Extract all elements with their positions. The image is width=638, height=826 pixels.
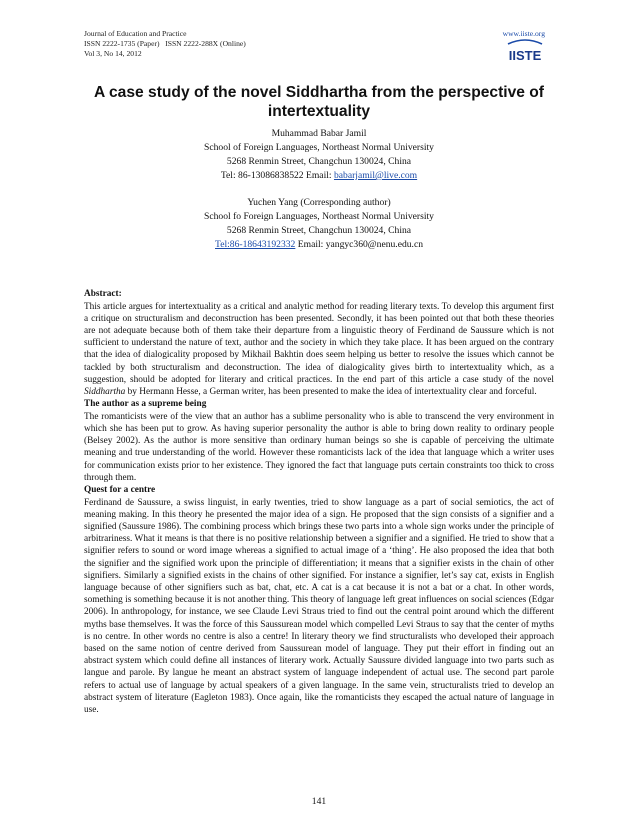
author2-name: Yuchen Yang (Corresponding author) <box>247 197 391 208</box>
logo-text: IISTE <box>508 48 542 63</box>
abstract-text-b: by Hermann Hesse, a German writer, has been presented to make the idea of intertextuality clear and forceful. <box>125 387 537 398</box>
section2-text: Ferdinand de Saussure, a swiss linguist, in early twenties, tried to show language as a part of social semiotics, the act of meaning making. In this theory he presented the major idea of a sign. He proposed that the sign consists of a signifier and a signified (Saussure 1986). The combining process which brings these two parts into a whole sign works under the principle of arbitrariness. What it means is that there is no positive relationship between a signifier and a signified. He tried to show that a signifier refers to sound or word image whereas a signified to actual image of a ‘thing’. He also proposed the idea that both the signifier and the signified work upon the principle of differentiation; it means that a signifier exists in the chain of other signifiers. Similarly a signified exists in the chains of other signified. For instance a signifier, let’s say cat, exists in English language because of other signifiers such as bat, chat, etc. A cat is a cat because it is not a bat or a chat. In other words, something is something because it is not another thing. This theory of language left great influences on social sciences (Edgar 2006). In anthropology, for instance, we see Claude Levi Straus tried to find out the central point around which the different myths base themselves. It was the force of this Saussurean model which compelled Levi Straus to say that the center of myths is no centre. In other words no centre is also a centre! In literary theory we find structuralists who developed their approach based on the same notion of centre derived from Saussurean model of language. They put their effort in finding out an abstract system which could define all instances of literary work. Actually Saussure divided language into two parts such as langue and parole. By langue he meant an abstract system of language independent of actual use. The second part parole refers to actual use of language by actual speakers of a given language. In the same vein, structuralists tried to develop an abstract system of literature (Eagleton 1983). Once again, like the romanticists they escaped the actual nature of language in use. <box>84 497 554 716</box>
journal-issn: ISSN 2222-1735 (Paper) ISSN 2222-288X (Online) <box>84 39 246 48</box>
section1-heading: The author as a supreme being <box>84 399 207 410</box>
abstract-text-a: This article argues for intertextuality as a critical and analytic method for reading literary texts. To develop this argument first a critique on structuralism and deconstruction has been presented. Secondly, it has been pointed out that both these theories are not adequate because both of them take their departure from a linguistic theory of Ferdinand de Saussure which is not sufficient to understand the nature of text, author and the society in which they take place. It has been argued on the contrary that the idea of dialogicality proposed by Mikhail Bakhtin does seem helping us better to resolve the issues which cannot be tackled by both structuralism and deconstruction. The idea of dialogicality gives birth to intertextuality which, as a suggestion, should be adopted for literary and critical practices. In the end part of this article a case study of the novel <box>84 301 554 385</box>
author1-affiliation: School of Foreign Languages, Northeast Normal University <box>204 142 434 153</box>
author1-contact <box>84 169 554 183</box>
page-number: 141 <box>311 796 327 807</box>
author2-contact <box>84 238 554 252</box>
paper-title: A case study of the novel Siddhartha from the perspective of intertextuality <box>93 84 544 120</box>
journal-name: Journal of Education and Practice <box>84 29 187 38</box>
author2-email: Email: yangyc360@nenu.edu.cn <box>295 239 423 250</box>
section1-text: The romanticists were of the view that an author has a sublime personality who is able to transcend the very environment in which she has been put to grow. As having superior personality the author is able to bring down reality to ordinary people (Belsey 2002). As the author is more sensitive than ordinary human beings so she is capable of perceiving the ultimate meaning and true understanding of the world. However these romanticists lack of the idea that language which a writer uses for communication exists prior to her existence. They ignored the fact that language puts certain constraints too thick to cross through them. <box>84 411 554 483</box>
author1-email-link[interactable]: babarjamil@live.com <box>333 170 418 181</box>
author-block <box>84 127 554 252</box>
author1-address: 5268 Renmin Street, Changchun 130024, China <box>226 156 412 167</box>
journal-url[interactable]: www.iiste.org <box>502 29 545 38</box>
iiste-logo <box>506 38 544 64</box>
journal-volume: Vol 3, No 14, 2012 <box>84 49 142 58</box>
author1-contact-prefix: Tel: 86-13086838522 Email: <box>220 170 334 181</box>
abstract-heading: Abstract: <box>84 289 122 299</box>
section2-heading: Quest for a centre <box>84 485 156 496</box>
article-body <box>84 288 554 716</box>
journal-header <box>84 29 246 59</box>
abstract-text <box>84 301 554 399</box>
author1-name: Muhammad Babar Jamil <box>271 128 367 139</box>
author2-address: 5268 Renmin Street, Changchun 130024, China <box>226 225 412 236</box>
novel-title: Siddhartha <box>84 387 126 398</box>
author2-affiliation: School fo Foreign Languages, Northeast Normal University <box>204 211 434 222</box>
author2-tel-link[interactable]: Tel:86-18643192332 <box>215 239 296 250</box>
